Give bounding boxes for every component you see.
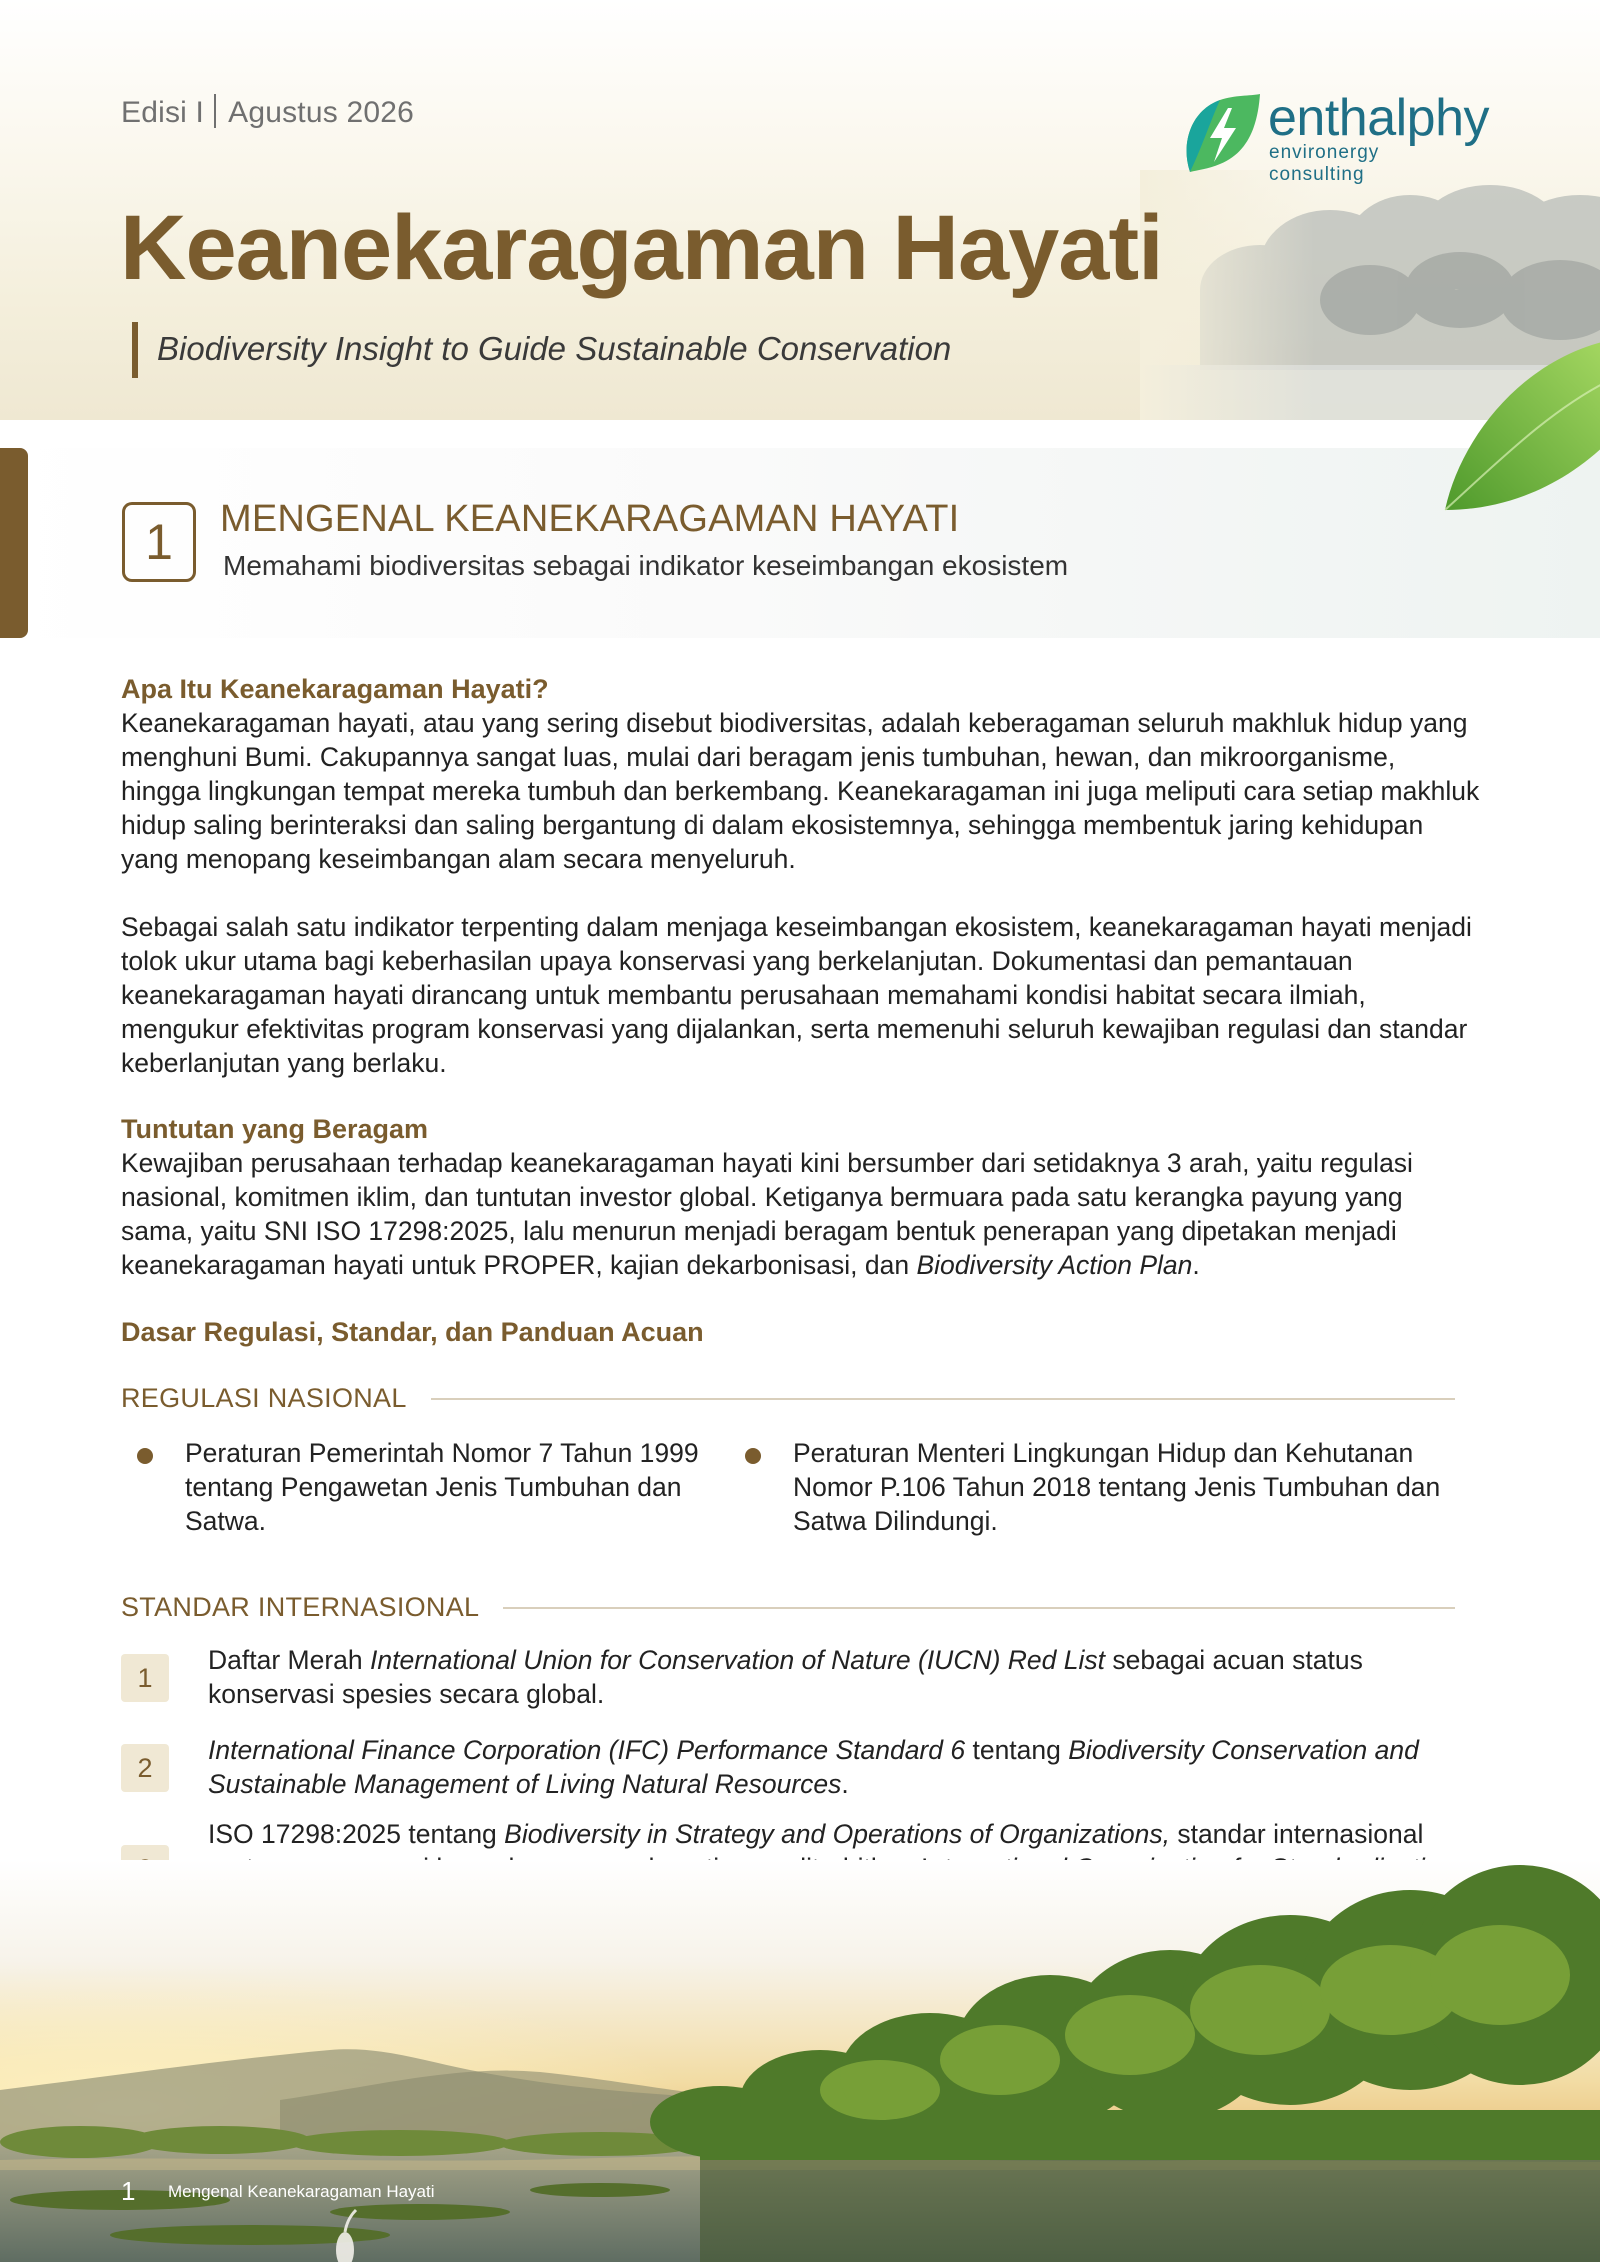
- main-content: [121, 672, 1481, 1919]
- section-spacer: [121, 1711, 1481, 1733]
- demands-paragraph: [121, 1146, 1481, 1282]
- standard-text: ISO 17298:2025 tentang: [208, 1819, 505, 1849]
- international-standard-header: [121, 1592, 1481, 1623]
- demands-text: Kewajiban perusahaan terhadap keanekaragaman hayati kini bersumber dari setidaknya 3 arah, yaitu regulasi nasional, komitmen iklim, dan tuntutan investor global. Ketiganya bermuara pada satu kerangka payung yang sama, yaitu SNI ISO 17298:2025, lalu menurun menjadi beragam bentuk penerapan yang dipetakan menjadi keanekaragaman hayati untuk PROPER, kajian dekarbonisasi, dan: [121, 1148, 1413, 1280]
- section-subtitle: Memahami biodiversitas sebagai indikator keseimbangan ekosistem: [223, 550, 1069, 581]
- list-item: [729, 1436, 1481, 1538]
- logo-name: enthalphy: [1268, 89, 1490, 147]
- standard-text-italic: Biodiversity in Strategy and Operations of Organizations,: [504, 1819, 1170, 1849]
- intro-heading: Apa Itu Keanekaragaman Hayati?: [121, 674, 549, 704]
- demands-heading: Tuntutan yang Beragam: [121, 1114, 429, 1144]
- paragraph-spacer: [121, 876, 1481, 910]
- section-title: MENGENAL KEANEKARAGAMAN HAYATI: [220, 498, 960, 540]
- section-spacer: [121, 1623, 1481, 1643]
- divider-line: [431, 1398, 1455, 1400]
- standard-number-badge: 2: [121, 1744, 169, 1792]
- list-item: [121, 1643, 1481, 1711]
- edition-label: Edisi I: [121, 96, 205, 129]
- edition-date: Agustus 2026: [228, 96, 414, 129]
- leaf-bolt-logo-icon: [1180, 92, 1262, 176]
- standard-text-italic: International Finance Corporation (IFC) Performance Standard 6: [208, 1735, 966, 1765]
- edition-divider: [214, 94, 216, 128]
- bullet-icon: [137, 1448, 153, 1464]
- standard-text-italic: International Union for Conservation of Nature (IUCN) Red List: [370, 1645, 1105, 1675]
- international-standard-label: STANDAR INTERNASIONAL: [121, 1592, 480, 1622]
- green-leaf-image: [1440, 330, 1600, 520]
- references-heading: Dasar Regulasi, Standar, dan Panduan Acuan: [121, 1317, 704, 1347]
- logo-tagline: environergy consulting: [1269, 142, 1380, 185]
- edition-info: [121, 94, 414, 130]
- regulation-text: Peraturan Menteri Lingkungan Hidup dan Kehutanan Nomor P.106 Tahun 2018 tentang Jenis Tumbuhan dan Satwa Dilindungi.: [793, 1438, 1441, 1536]
- regulation-text: Peraturan Pemerintah Nomor 7 Tahun 1999 tentang Pengawetan Jenis Tumbuhan dan Satwa.: [185, 1438, 699, 1536]
- section-spacer: [121, 1538, 1481, 1592]
- bullet-icon: [745, 1448, 761, 1464]
- intro-paragraph-1: Keanekaragaman hayati, atau yang sering disebut biodiversitas, adalah keberagaman seluruh makhluk hidup yang menghuni Bumi. Cakupannya sangat luas, mulai dari beragam jenis tumbuhan, hewan, dan mikroorganisme, hingga lingkungan tempat mereka tumbuh dan berkembang. Keanekaragaman ini juga meliputi cara setiap makhluk hidup saling berinteraksi dan saling bergantung di dalam ekosistemnya, sehingga membentuk jaring kehidupan yang menopang keseimbangan alam secara menyeluruh.: [121, 708, 1480, 874]
- page-title: Keanekaragaman Hayati: [120, 197, 1163, 299]
- intro-paragraph-2: Sebagai salah satu indikator terpenting dalam menjaga keseimbangan ekosistem, keanekaragaman hayati menjadi tolok ukur utama bagi keberhasilan upaya konservasi yang berkelanjutan. Dokumentasi dan pemantauan keanekaragaman hayati dirancang untuk membantu perusahaan memahami kondisi habitat secara ilmiah, mengukur efektivitas program konservasi yang dijalankan, serta memenuhi seluruh kewajiban regulasi dan standar keberlanjutan yang berlaku.: [121, 912, 1472, 1078]
- standard-text: tentang: [965, 1735, 1069, 1765]
- standard-text-italic: Biodiversity Conservation and Sustainable Management of Living Natural Resources: [208, 1735, 1419, 1799]
- header-band: [0, 0, 1600, 420]
- subtitle-accent-bar: [132, 322, 138, 378]
- side-tab-marker: [0, 448, 28, 638]
- standard-text: .: [841, 1769, 849, 1799]
- page-number: 1: [121, 2176, 136, 2206]
- national-regulation-label: REGULASI NASIONAL: [121, 1383, 407, 1413]
- list-item: [121, 1733, 1481, 1801]
- standard-text: standar internasional: [1177, 1819, 1424, 1849]
- section-spacer: [121, 1080, 1481, 1112]
- section-spacer: [121, 1349, 1481, 1383]
- section-number-badge: 1: [122, 502, 196, 582]
- page-subtitle: Biodiversity Insight to Guide Sustainable Conservation: [157, 330, 952, 367]
- list-item: [121, 1436, 729, 1538]
- footer-section-label: Mengenal Keanekaragaman Hayati: [168, 2182, 435, 2201]
- divider-line: [503, 1607, 1455, 1609]
- demands-text-italic: Biodiversity Action Plan: [916, 1250, 1193, 1280]
- section-spacer: [121, 1282, 1481, 1315]
- national-regulation-header: [121, 1383, 1481, 1414]
- company-logo: [1180, 89, 1490, 185]
- demands-text-end: .: [1192, 1250, 1200, 1280]
- standard-number-badge: 1: [121, 1654, 169, 1702]
- standard-text: sebagai acuan status konservasi spesies secara global.: [208, 1645, 1363, 1709]
- section-header-band: [0, 448, 1600, 638]
- standard-text: Daftar Merah: [208, 1645, 371, 1675]
- national-regulation-list: [121, 1436, 1481, 1538]
- section-spacer: [121, 1801, 1481, 1817]
